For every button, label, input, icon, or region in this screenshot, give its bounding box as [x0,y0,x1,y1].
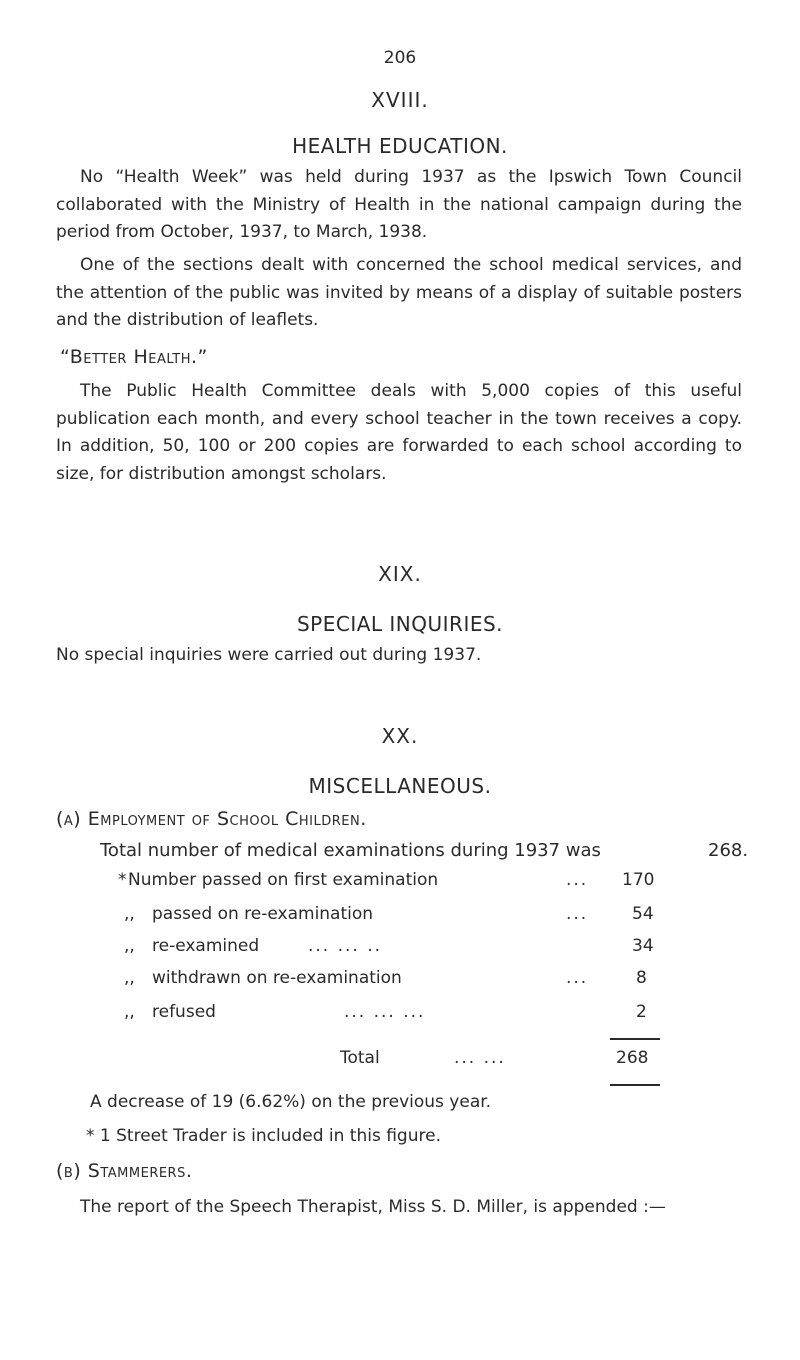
row-value: 34 [632,936,654,956]
stammerers-subheading: (b) Stammerers. [56,1160,193,1182]
total-examinations-line [0,840,800,866]
row-leader-dots: ... [566,870,589,890]
section-18-paragraph-1 [56,164,742,247]
row-prefix: * [118,870,127,890]
row-leader-dots: ... ... .. [308,936,383,956]
section-20-title: MISCELLANEOUS. [308,774,492,798]
footnote: * 1 Street Trader is included in this figure. [86,1126,441,1146]
row-label: re-examined [152,936,260,956]
row-value: 54 [632,904,654,924]
row-value: 170 [622,870,655,890]
section-18-title: HEALTH EDUCATION. [292,134,508,158]
paragraph-text: The Public Health Committee deals with 5,000 copies of this useful publication each month, and every school teacher in the town receives a copy. In addition, 50, 100 or 200 copies are forwarded to each school according to size, for distribution amongst scholars. [56,381,742,484]
paragraph-text: The report of the Speech Therapist, Miss S. D. Miller, is appended :— [80,1197,666,1217]
total-label: Total [340,1048,380,1068]
paragraph-text: No “Health Week” was held during 1937 as the Ipswich Town Council collaborated with the Ministry of Health in the national campaign during the period from October, 1937, to March, 1938. [56,167,742,242]
row-prefix: ,, [124,1002,135,1022]
row-prefix: ,, [124,968,135,988]
table-row [0,1002,800,1028]
better-health-subheading: “Better Health.” [60,346,208,368]
total-leader-dots: ... ... [454,1048,506,1068]
total-value: 268 [616,1048,649,1068]
row-prefix: ,, [124,904,135,924]
row-leader-dots: ... [566,904,589,924]
table-row [0,904,800,930]
section-20-number: XX. [381,724,419,748]
total-line-label: Total number of medical examinations during 1937 was [100,840,601,861]
section-19-title: SPECIAL INQUIRIES. [296,612,504,636]
total-line-value: 268. [708,840,749,861]
decrease-note: A decrease of 19 (6.62%) on the previous year. [90,1092,492,1112]
employment-subheading: (a) Employment of School Children. [56,808,367,830]
row-leader-dots: ... [566,968,589,988]
row-value: 2 [636,1002,647,1022]
total-rule-top [610,1038,660,1040]
paragraph-text: One of the sections dealt with concerned the school medical services, and the attention of the public was invited by means of a display of suitable posters and the distribution of leaflets. [56,255,742,330]
page-number: 206 [383,48,417,68]
section-18-paragraph-3 [56,378,742,488]
row-prefix: ,, [124,936,135,956]
total-row [0,1048,800,1074]
section-18-paragraph-2 [56,252,742,335]
section-19-paragraph: No special inquiries were carried out during 1937. [56,645,482,665]
row-label: refused [152,1002,216,1022]
table-row [0,936,800,962]
row-label: withdrawn on re-examination [152,968,402,988]
stammerers-paragraph [56,1194,742,1220]
total-rule-bottom [610,1084,660,1086]
table-row [0,968,800,994]
section-18-number: XVIII. [371,88,429,112]
row-label: passed on re-examination [152,904,374,924]
row-value: 8 [636,968,647,988]
row-label: Number passed on first examination [128,870,439,890]
row-leader-dots: ... ... ... [344,1002,426,1022]
section-19-number: XIX. [378,562,422,586]
table-row [0,870,800,896]
